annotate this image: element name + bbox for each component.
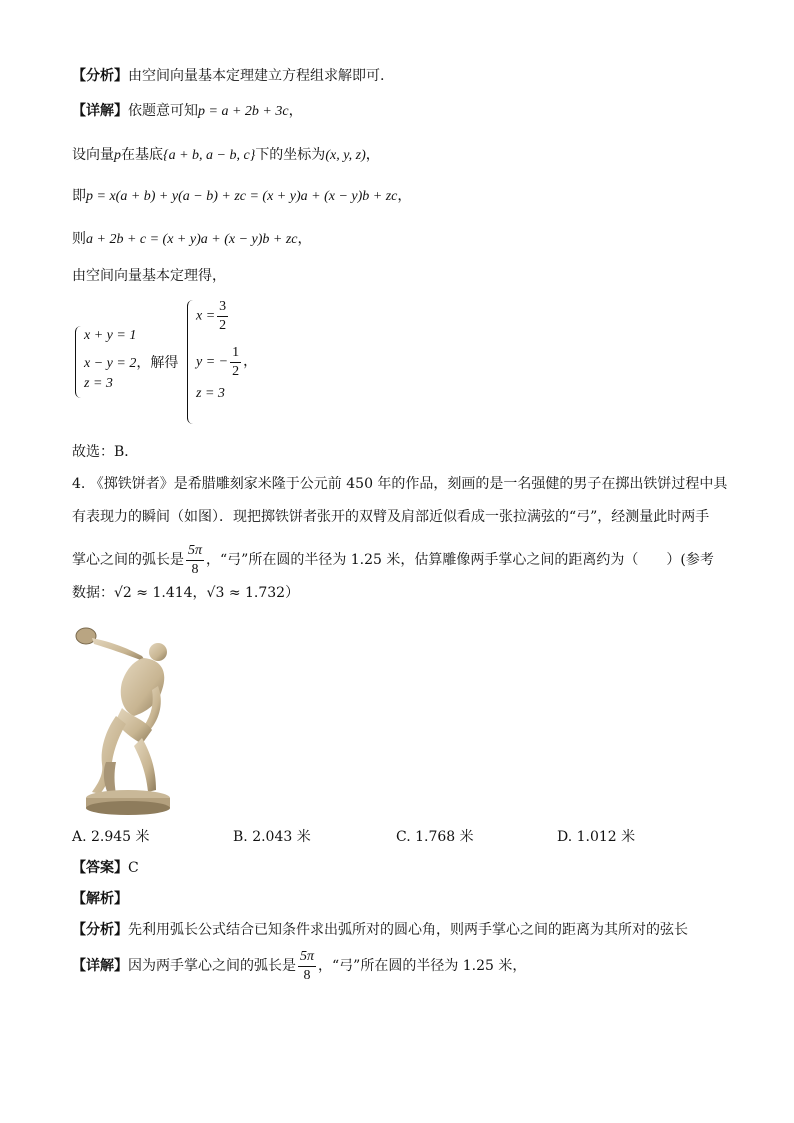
analysis2-tag: 【分析】 [72, 922, 128, 938]
question-line-1: 4. 《掷铁饼者》是希腊雕刻家米隆于公元前 450 年的作品，刻画的是一名强健的男子在掷出铁饼过程中具 [72, 476, 728, 492]
detail-line [72, 101, 303, 122]
text: 因为两手掌心之间的弧长是 [128, 958, 296, 974]
equation-line [72, 229, 312, 250]
frac-den: 8 [303, 967, 311, 983]
option-a: A. 2.945 米 [72, 829, 150, 845]
left-brace [75, 326, 82, 398]
frac-num: 5π [298, 948, 316, 967]
punct: ， [397, 188, 412, 204]
answer-tag: 【答案】 [72, 860, 128, 876]
sol-y-label: y = − [196, 354, 229, 370]
solve-text: ，解得 [136, 355, 179, 371]
option-b: B. 2.043 米 [233, 829, 311, 845]
frac-num: 1 [230, 344, 241, 363]
question-line-2: 有表现力的瞬间（如图）．现把掷铁饼者张开的双臂及肩部近似看成一张拉满弦的“弓”，经测量此时两手 [72, 509, 710, 525]
punct: ， [243, 353, 258, 370]
punct: ， [297, 231, 312, 247]
expansion-formula: p = x(a + b) + y(a − b) + zc = (x + y)a + (x − y)b + zc [86, 189, 398, 204]
sol-x-label: x = [196, 308, 216, 324]
eq-2 [84, 352, 178, 372]
question-line-3 [72, 540, 714, 580]
answer-value: C [128, 860, 139, 876]
vector-equation: p = a + 2b + 3c [198, 104, 289, 119]
text: 掌心之间的弧长是 [72, 552, 184, 568]
discus-thrower-statue-image [72, 612, 184, 817]
option-c: C. 1.768 米 [396, 829, 474, 845]
eq-1: x + y = 1 [84, 328, 137, 343]
text: 则 [72, 231, 86, 247]
analysis-line [72, 66, 384, 86]
frac-den: 2 [232, 364, 240, 379]
expansion-line [72, 186, 411, 207]
sol-y [196, 344, 257, 381]
frac-den: 8 [191, 561, 199, 577]
text: 下的坐标为 [255, 147, 326, 163]
analysis2-line [72, 920, 688, 940]
vector-p: p [114, 148, 121, 163]
detail-prefix: 依题意可知 [128, 103, 198, 119]
punct: ， [288, 103, 303, 119]
detail-tag: 【详解】 [72, 103, 128, 119]
detail2-tag: 【详解】 [72, 958, 128, 974]
text: ，“弓”所在圆的半径为 1.25 米， [318, 958, 527, 974]
text: 设向量 [72, 147, 114, 163]
analysis-text: 由空间向量基本定理建立方程组求解即可. [128, 68, 385, 84]
frac-num: 3 [217, 298, 228, 317]
text: 在基底 [121, 147, 163, 163]
punct: ， [365, 147, 380, 163]
equation-system [72, 299, 372, 430]
sol-x [196, 298, 230, 335]
frac-num: 5π [186, 542, 204, 561]
text: 即 [72, 188, 86, 204]
theorem-line: 由空间向量基本定理得， [72, 268, 226, 284]
sol-z: z = 3 [196, 386, 225, 401]
jiexi-line [72, 889, 128, 909]
basis-set: {a + b, a − b, c} [163, 148, 256, 163]
eq-2-text: x − y = 2 [84, 356, 137, 371]
solution-brace [187, 300, 194, 424]
analysis2-text: 先利用弧长公式结合已知条件求出弧所对的圆心角，则两手掌心之间的距离为其所对的弦长 [128, 922, 688, 938]
text: ，“弓”所在圆的半径为 1.25 米，估算雕像两手掌心之间的距离约为（ ）(参考 [206, 552, 714, 568]
option-d: D. 1.012 米 [557, 829, 636, 845]
detail2-line [72, 946, 526, 986]
coordinates: (x, y, z) [325, 148, 366, 163]
basis-line [72, 145, 380, 166]
question-line-4: 数据：√2 ≈ 1.414，√3 ≈ 1.732） [72, 585, 300, 601]
answer-line [72, 858, 139, 878]
jiexi-tag: 【解析】 [72, 891, 128, 907]
analysis-tag: 【分析】 [72, 68, 128, 84]
choose-line: 故选：B． [72, 444, 139, 460]
frac-den: 2 [219, 318, 227, 333]
eq-3: z = 3 [84, 376, 113, 391]
equation-formula: a + 2b + c = (x + y)a + (x − y)b + zc [86, 232, 298, 247]
